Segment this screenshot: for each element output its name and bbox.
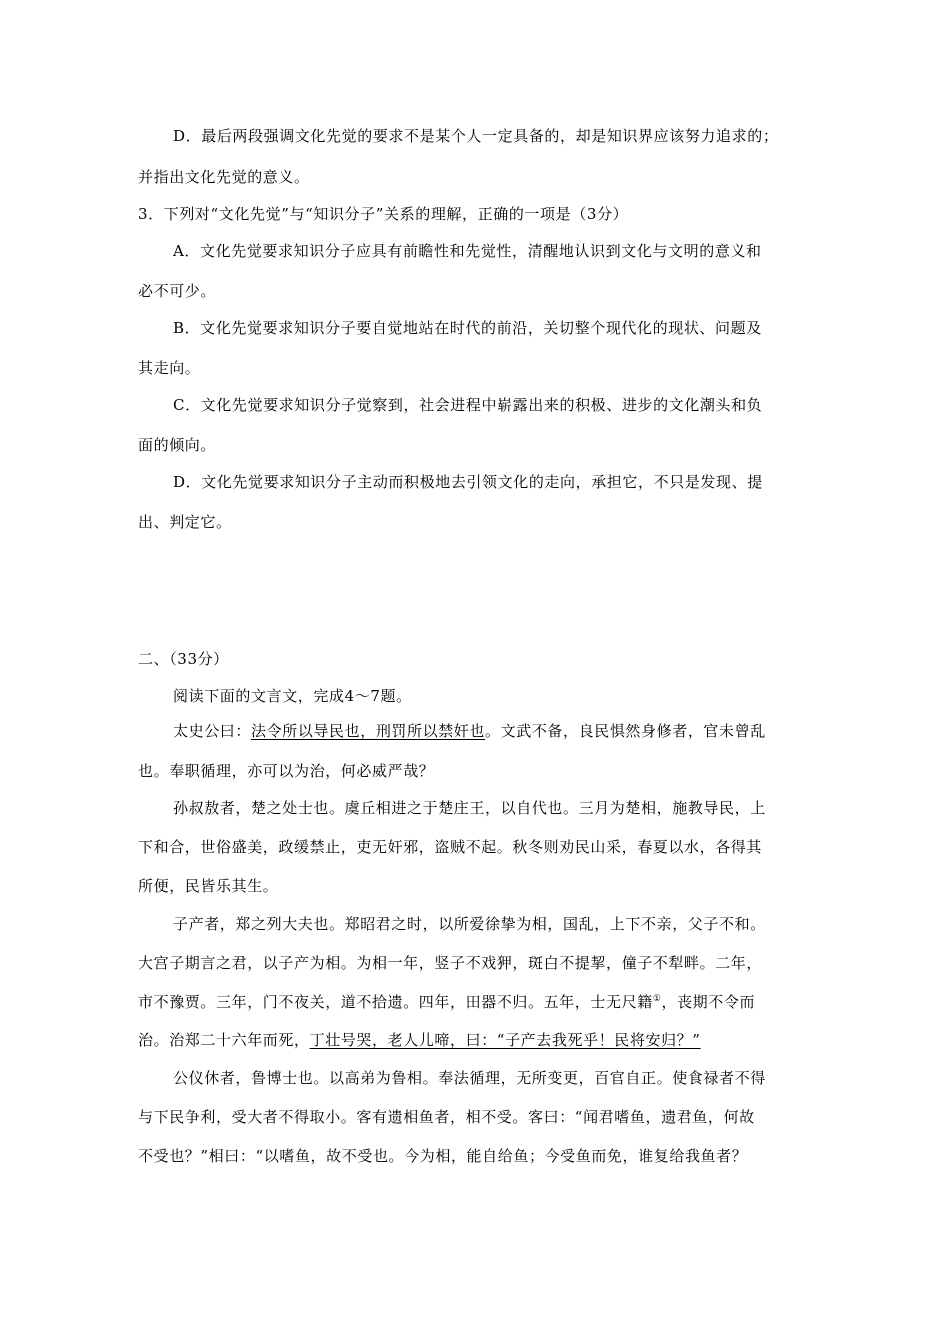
q3-option-a-line1: A．文化先觉要求知识分子应具有前瞻性和先觉性，清醒地认识到文化与文明的意义和 — [173, 242, 762, 260]
q2-option-d-line1: D．最后两段强调文化先觉的要求不是某个人一定具备的，却是知识界应该努力追求的； — [173, 127, 779, 145]
passage-text: 治。治郑二十六年而死， — [138, 1031, 310, 1049]
passage-p4-line1: 公仪休者，鲁博士也。以高弟为鲁相。奉法循理，无所变更，百官自正。使食禄者不得 — [173, 1069, 766, 1087]
passage-text: ，丧期不令而 — [661, 993, 756, 1011]
passage-text: 。文武不备，良民惧然身修者，官未曾乱 — [485, 722, 766, 740]
passage-p2-line3: 所便，民皆乐其生。 — [138, 877, 279, 895]
passage-p3-line3 — [138, 992, 755, 1012]
underlined-sentence: 法令所以导民也，刑罚所以禁奸也 — [251, 722, 486, 740]
section-instruction: 阅读下面的文言文，完成4～7题。 — [173, 687, 412, 705]
q3-option-b-line1: B．文化先觉要求知识分子要自觉地站在时代的前沿，关切整个现代化的现状、问题及 — [173, 319, 762, 337]
passage-p1-line2: 也。奉职循理，亦可以为治，何必威严哉？ — [138, 762, 435, 780]
q3-option-d-line1: D．文化先觉要求知识分子主动而积极地去引领文化的走向，承担它，不只是发现、提 — [173, 473, 763, 491]
passage-p3-line2: 大宫子期言之君，以子产为相。为相一年，竖子不戏狎，斑白不提挈，僮子不犁畔。二年， — [138, 954, 763, 972]
footnote-marker: ① — [652, 994, 662, 1004]
passage-p4-line2: 与下民争利，受大者不得取小。客有遗相鱼者，相不受。客曰：“闻君嗜鱼，遗君鱼，何故 — [138, 1108, 755, 1126]
underlined-sentence: 丁壮号哭，老人儿啼，曰：“子产去我死乎！民将安归？” — [309, 1031, 701, 1049]
q3-stem: 3．下列对“文化先觉”与“知识分子”关系的理解，正确的一项是（3分） — [138, 205, 629, 223]
passage-p2-line1: 孙叔敖者，楚之处士也。虞丘相进之于楚庄王，以自代也。三月为楚相，施教导民，上 — [173, 799, 766, 817]
q3-option-b-line2: 其走向。 — [138, 359, 201, 377]
q2-option-d-line2: 并指出文化先觉的意义。 — [138, 168, 310, 186]
passage-p3-line1: 子产者，郑之列大夫也。郑昭君之时，以所爱徐挚为相，国乱，上下不亲，父子不和。 — [173, 915, 766, 933]
passage-p3-line4 — [138, 1030, 701, 1050]
q3-option-c-line2: 面的倾向。 — [138, 436, 217, 454]
section-heading: 二、（33分） — [138, 650, 229, 668]
passage-p1-line1 — [173, 721, 766, 741]
passage-text: 太史公曰： — [173, 722, 252, 740]
passage-p4-line3: 不受也？”相曰：“以嗜鱼，故不受也。今为相，能自给鱼；今受鱼而免，谁复给我鱼者？ — [138, 1147, 748, 1165]
q3-option-d-line2: 出、判定它。 — [138, 513, 232, 531]
q3-option-c-line1: C．文化先觉要求知识分子觉察到，社会进程中崭露出来的积极、进步的文化潮头和负 — [173, 396, 763, 414]
passage-text: 市不豫贾。三年，门不夜关，道不拾遗。四年，田器不归。五年，士无尺籍 — [138, 993, 653, 1011]
passage-p2-line2: 下和合，世俗盛美，政缓禁止，吏无奸邪，盗贼不起。秋冬则劝民山采，春夏以水，各得其 — [138, 838, 763, 856]
q3-option-a-line2: 必不可少。 — [138, 282, 217, 300]
